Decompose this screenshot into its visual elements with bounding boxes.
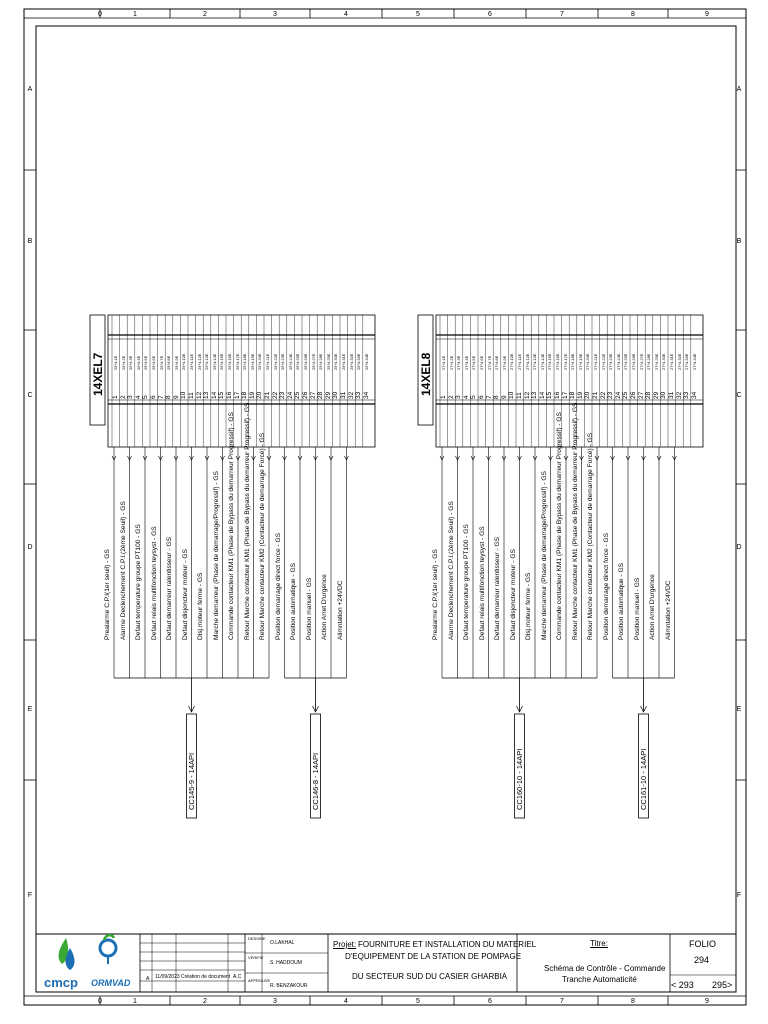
signal-label: Retour Marche contacteur KM2 (Contacteur de demarrage Forcé) - GS [587, 432, 594, 640]
terminal-code: 27*4.25E [623, 353, 629, 370]
terminal-number: 30 [332, 391, 340, 399]
terminal-code: 27*4.13E [532, 353, 538, 370]
approuve-name: R. BENZAKOUR [270, 983, 308, 989]
terminal-code: 27*4.21E [593, 353, 598, 370]
terminal-code: 25*4.2E [120, 355, 126, 370]
row-letter-right: E [736, 706, 742, 713]
titre-line1: Schéma de Contrôle - Commande [544, 964, 666, 973]
column-number-bottom: 2 [203, 998, 207, 1005]
rev-description: Création de document [181, 974, 231, 980]
terminal-number: 33 [683, 391, 691, 399]
column-number-bottom: 3 [273, 998, 277, 1005]
terminal-number: 2 [119, 395, 127, 399]
terminal-number: 24 [286, 391, 294, 399]
terminal-code: 27*4.30E [661, 353, 667, 370]
terminal-code: 27*4.1E [441, 355, 446, 370]
terminal-number: 2 [447, 395, 455, 399]
signal-label: Defaut demarreur ralentisseur - GS [494, 537, 501, 640]
terminal-number: 14 [538, 391, 546, 399]
terminal-number: 21 [264, 391, 271, 399]
terminal-code: 27*4.31E [669, 353, 674, 370]
signal-label: Disj.moteur ferme - GS [525, 572, 532, 640]
row-letter-left: A [27, 86, 33, 93]
signal-label: Defaut disjoncteur moteur - GS [181, 549, 189, 640]
terminal-number: 29 [324, 391, 332, 399]
signal-label: Action Arret D'urgence [649, 574, 656, 640]
terminal-code: 25*4.17E [234, 353, 240, 370]
signal-label: Disj.moteur ferme - GS [197, 572, 204, 640]
terminal-number: 14 [210, 391, 218, 399]
terminal-code: 25*4.1E [113, 355, 118, 370]
signal-label: Position automatique - GS [290, 563, 297, 640]
terminal-number: 11 [188, 392, 195, 399]
terminal-number: 18 [569, 391, 577, 399]
signal-label: Retour Marche contacteur KM1 (Phase de Bypass du demarreur Progressif) - GS [243, 402, 251, 640]
signal-label: Position manuel - GS [633, 577, 641, 640]
terminal-number: 13 [203, 391, 211, 399]
projet-line2: D'EQUIPEMENT DE LA STATION DE POMPAGE [345, 952, 522, 961]
terminal-code: 27*4.32E [676, 353, 682, 370]
terminal-code: 25*4.14E [211, 353, 217, 370]
row-letter-left: B [27, 238, 33, 245]
cable-tag: CC145-9 - 14API [186, 752, 196, 810]
signal-label: Marche demarreur (Phase de demarrage/Progressif) - GS [540, 471, 548, 640]
cable-tag: CC160-10 - 14API [514, 748, 524, 810]
titre-line2: Tranche Automaticité [562, 975, 637, 984]
terminal-code: 27*4.20E [585, 353, 591, 370]
terminal-number: 27 [309, 391, 317, 399]
signal-label: Alimntation +24VDC [664, 580, 672, 640]
column-number-bottom: 1 [133, 998, 137, 1005]
column-number-bottom: 9 [705, 998, 709, 1005]
terminal-number: 4 [462, 395, 470, 399]
terminal-number: 3 [455, 395, 463, 399]
column-number-top: 4 [344, 11, 348, 18]
row-letter-right: C [736, 392, 742, 399]
terminal-number: 33 [355, 391, 363, 399]
terminal-code: 27*4.15E [547, 353, 553, 370]
folio-next-link[interactable]: 295> [712, 980, 733, 990]
rev-date: 11/09/2023 [155, 974, 180, 980]
terminal-number: 12 [195, 391, 203, 399]
terminal-code: 25*4.22E [272, 353, 278, 370]
signal-label: Defaut demarreur ralentisseur - GS [166, 537, 173, 640]
folio-prev-link[interactable]: < 293 [671, 980, 694, 990]
terminal-code: 27*4.34E [691, 353, 697, 370]
terminal-number: 18 [241, 391, 249, 399]
projet-label: Projet: [333, 940, 357, 949]
folio-number: 294 [694, 955, 710, 965]
terminal-number: 8 [165, 395, 173, 399]
terminal-code: 25*4.7E [158, 355, 164, 370]
terminal-code: 27*4.16E [555, 353, 560, 370]
cable-tag: CC161-10 - 14API [638, 748, 648, 810]
signal-label: Position demarrage direct force - GS [602, 532, 610, 640]
terminal-code: 25*4.28E [318, 353, 324, 370]
terminal-number: 7 [157, 395, 165, 399]
row-letter-left: C [27, 392, 33, 399]
terminal-code: 27*4.14E [539, 353, 545, 370]
terminal-number: 19 [248, 391, 256, 399]
signal-label: Position manuel - GS [305, 577, 313, 640]
terminal-code: 27*4.11E [517, 353, 522, 370]
terminal-number: 20 [256, 391, 264, 399]
dessine-label: DESSINE [248, 936, 266, 941]
terminal-number: 8 [493, 395, 501, 399]
terminal-number: 17 [561, 391, 569, 399]
terminal-code: 27*4.4E [463, 355, 469, 370]
terminal-code: 25*4.10E [181, 353, 187, 370]
terminal-code: 25*4.23E [280, 353, 286, 370]
column-number-top: 8 [631, 11, 635, 18]
terminal-number: 13 [531, 391, 539, 399]
terminal-number: 28 [645, 391, 653, 399]
approuve-label: APPROUVE [248, 978, 271, 983]
terminal-code: 25*4.29E [325, 353, 331, 370]
terminal-number: 12 [523, 391, 531, 399]
projet-line1: FOURNITURE ET INSTALLATION DU MATERIEL [358, 940, 537, 949]
column-number-top: 3 [273, 11, 277, 18]
strip-tag: 14XEL7 [91, 352, 105, 396]
terminal-code: 25*4.24E [287, 353, 293, 370]
row-letter-right: A [736, 86, 742, 93]
terminal-code: 27*4.12E [524, 353, 530, 370]
terminal-number: 6 [150, 395, 157, 399]
terminal-number: 19 [576, 391, 584, 399]
terminal-code: 27*4.2E [448, 355, 454, 370]
terminal-number: 23 [279, 391, 287, 399]
cable-tag: CC146-8 - 14API [310, 752, 320, 810]
terminal-number: 16 [226, 391, 233, 399]
column-number-top: 0 [98, 11, 102, 18]
terminal-code: 27*4.10E [509, 353, 515, 370]
terminal-number: 3 [127, 395, 135, 399]
terminal-number: 31 [340, 391, 347, 399]
signal-label: Position automatique - GS [618, 563, 625, 640]
terminal-code: 25*4.13E [204, 353, 210, 370]
signal-label: Retour Marche contacteur KM2 (Contacteur de demarrage Forcé) - GS [259, 432, 266, 640]
terminal-code: 25*4.20E [257, 353, 263, 370]
cmcp-logo-text: cmcp [44, 975, 78, 990]
terminal-number: 10 [508, 391, 516, 399]
terminal-number: 26 [302, 391, 309, 399]
terminal-number: 24 [614, 391, 622, 399]
column-number-bottom: 5 [416, 998, 420, 1005]
row-letter-left: D [27, 544, 33, 551]
signal-label: Prealarme C.P.I(1er seuil) - GS [432, 549, 439, 640]
column-number-top: 5 [416, 11, 420, 18]
terminal-code: 27*4.33E [684, 353, 690, 370]
signal-label: Defaut relais multifonction teysyst - GS [478, 526, 486, 640]
terminal-code: 27*4.7E [486, 355, 492, 370]
signal-label: Marche demarreur (Phase de demarrage/Progressif) - GS [212, 471, 220, 640]
strip-tag: 14XEL8 [419, 352, 433, 396]
row-letter-right: B [736, 238, 742, 245]
terminal-number: 25 [294, 391, 302, 399]
terminal-number: 6 [478, 395, 485, 399]
terminal-number: 23 [607, 391, 615, 399]
terminal-code: 27*4.6E [479, 355, 484, 370]
terminal-number: 16 [554, 391, 561, 399]
terminal-number: 9 [500, 395, 508, 399]
signal-label: Defaut temperature groupe PT100 - GS [135, 524, 142, 640]
terminal-code: 25*4.9E [173, 355, 179, 370]
outer-frame [24, 9, 746, 1005]
terminal-code: 25*4.26E [303, 353, 308, 370]
terminal-number: 34 [362, 391, 370, 399]
signal-label: Position demarrage direct force - GS [274, 532, 282, 640]
column-number-bottom: 6 [488, 998, 492, 1005]
ormvad-logo [94, 934, 124, 974]
terminal-code: 25*4.18E [242, 353, 248, 370]
terminal-number: 30 [660, 391, 668, 399]
terminal-code: 27*4.22E [600, 353, 606, 370]
terminal-code: 25*4.11E [189, 353, 194, 370]
terminal-code: 27*4.3E [456, 355, 462, 370]
terminal-code: 25*4.4E [135, 355, 141, 370]
terminal-number: 10 [180, 391, 188, 399]
terminal-number: 25 [622, 391, 630, 399]
terminal-number: 5 [142, 395, 150, 399]
terminal-code: 27*4.23E [608, 353, 614, 370]
terminal-code: 27*4.29E [653, 353, 659, 370]
terminal-number: 26 [630, 391, 637, 399]
terminal-code: 27*4.18E [570, 353, 576, 370]
dessine-name: O.LAKHAL [270, 940, 295, 946]
column-number-top: 2 [203, 11, 207, 18]
terminal-number: 17 [233, 391, 241, 399]
terminal-number: 1 [440, 395, 447, 399]
terminal-code: 25*4.31E [341, 353, 346, 370]
terminal-code: 25*4.27E [310, 353, 316, 370]
terminal-number: 29 [652, 391, 660, 399]
signal-label: Retour Marche contacteur KM1 (Phase de Bypass du demarreur Progressif) - GS [571, 402, 579, 640]
row-letter-right: F [736, 892, 742, 899]
terminal-code: 27*4.5E [471, 355, 477, 370]
terminal-code: 25*4.15E [219, 353, 225, 370]
terminal-code: 25*4.16E [227, 353, 232, 370]
terminal-number: 28 [317, 391, 325, 399]
terminal-code: 27*4.26E [631, 353, 636, 370]
terminal-number: 5 [470, 395, 478, 399]
terminal-number: 32 [675, 391, 683, 399]
verifie-name: S. HADDOUM [270, 960, 302, 966]
terminal-number: 15 [218, 391, 226, 399]
terminal-code: 25*4.34E [363, 353, 369, 370]
terminal-code: 25*4.33E [356, 353, 362, 370]
column-number-top: 1 [133, 11, 137, 18]
terminal-number: 22 [271, 391, 279, 399]
terminal-number: 22 [599, 391, 607, 399]
terminal-code: 27*4.27E [638, 353, 644, 370]
terminal-number: 21 [592, 391, 599, 399]
ormvad-logo-text: ORMVAD [91, 978, 131, 988]
signal-label: Action Arret D'urgence [321, 574, 328, 640]
column-number-bottom: 8 [631, 998, 635, 1005]
terminal-number: 1 [112, 395, 119, 399]
terminal-code: 25*4.32E [348, 353, 354, 370]
signal-label: Alimntation +24VDC [336, 580, 344, 640]
row-letter-right: D [736, 544, 742, 551]
terminal-number: 9 [172, 395, 180, 399]
terminal-code: 25*4.25E [295, 353, 301, 370]
terminal-number: 11 [516, 392, 523, 399]
column-number-bottom: 7 [560, 998, 564, 1005]
terminal-number: 32 [347, 391, 355, 399]
terminal-number: 31 [668, 391, 675, 399]
signal-label: Defaut temperature groupe PT100 - GS [463, 524, 470, 640]
terminal-code: 25*4.6E [151, 355, 156, 370]
signal-label: Alarme Declenchement C.P.I.(2ème Seuil) - GS [447, 501, 455, 640]
terminal-code: 27*4.9E [501, 355, 507, 370]
projet-line3: DU SECTEUR SUD DU CASIER GHARBIA [352, 972, 508, 981]
terminal-number: 20 [584, 391, 592, 399]
row-letter-left: F [27, 892, 33, 899]
terminal-code: 25*4.3E [128, 355, 134, 370]
column-number-bottom: 0 [98, 998, 102, 1005]
inner-frame [36, 26, 736, 992]
terminal-code: 27*4.24E [615, 353, 621, 370]
signal-label: Prealarme C.P.I(1er seuil) - GS [104, 549, 111, 640]
terminal-code: 25*4.19E [249, 353, 255, 370]
signal-label: Commande contacteur KM1 (Phase de Bypass du demarreur Progressif) - GS [556, 412, 563, 640]
folio-label: FOLIO [689, 939, 717, 949]
terminal-number: 27 [637, 391, 645, 399]
terminal-code: 25*4.21E [265, 353, 270, 370]
terminal-code: 25*4.12E [196, 353, 202, 370]
terminal-code: 25*4.5E [143, 355, 149, 370]
rev-author: A.C [233, 974, 242, 980]
row-letter-left: E [27, 706, 33, 713]
terminal-code: 27*4.19E [577, 353, 583, 370]
terminal-code: 27*4.17E [562, 353, 568, 370]
terminal-code: 27*4.28E [646, 353, 652, 370]
terminal-number: 7 [485, 395, 493, 399]
verifie-label: VERIFIE [248, 955, 264, 960]
column-number-top: 7 [560, 11, 564, 18]
terminal-number: 4 [134, 395, 142, 399]
column-number-top: 6 [488, 11, 492, 18]
signal-label: Defaut disjoncteur moteur - GS [509, 549, 517, 640]
titre-label: Titre: [590, 939, 608, 948]
rev-letter: A [146, 976, 150, 982]
signal-label: Commande contacteur KM1 (Phase de Bypass du demarreur Progressif) - GS [228, 412, 235, 640]
column-number-top: 9 [705, 11, 709, 18]
terminal-code: 27*4.8E [494, 355, 500, 370]
signal-label: Defaut relais multifonction teysyst - GS [150, 526, 158, 640]
terminal-number: 15 [546, 391, 554, 399]
terminal-number: 34 [690, 391, 698, 399]
terminal-code: 25*4.30E [333, 353, 339, 370]
terminal-code: 25*4.8E [166, 355, 172, 370]
column-number-bottom: 4 [344, 998, 348, 1005]
signal-label: Alarme Declenchement C.P.I.(2ème Seuil) - GS [119, 501, 127, 640]
